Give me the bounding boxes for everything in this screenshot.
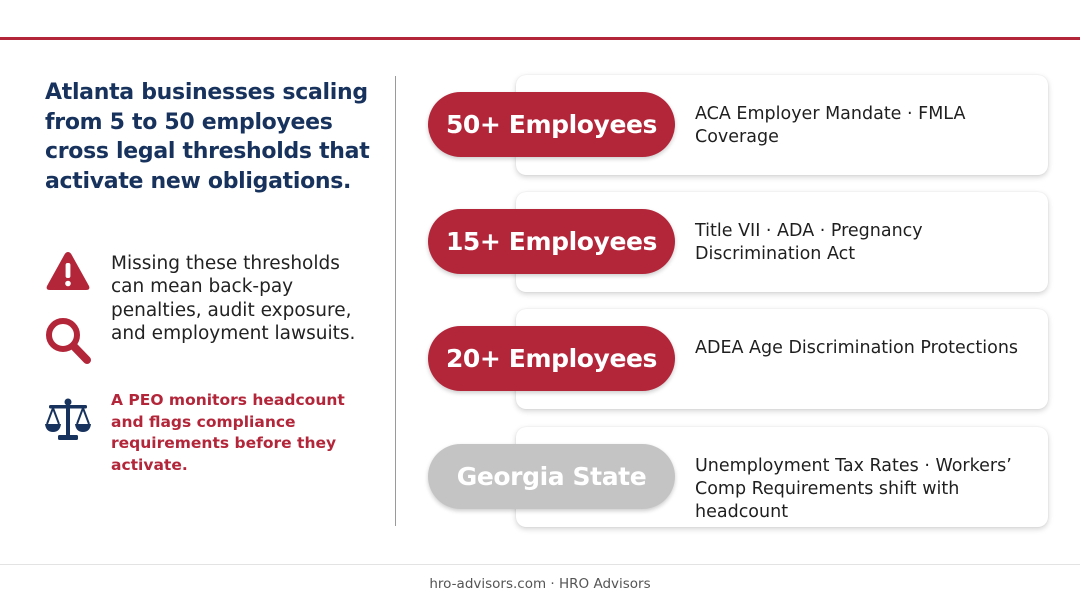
tier-row-20: [428, 309, 1050, 409]
scales-of-justice-icon: [44, 397, 92, 443]
tier-pill-georgia: Georgia State: [428, 444, 675, 509]
footer-text: hro-advisors.com · HRO Advisors: [429, 576, 651, 592]
warning-triangle-icon: [44, 250, 92, 292]
tier-description-20: ADEA Age Discrimination Protections: [695, 338, 1019, 358]
vertical-divider: [395, 76, 396, 526]
tier-description-15: Title VII · ADA · Pregnancy Discrimination Act: [695, 221, 923, 264]
tier-pill-20: 20+ Employees: [428, 326, 675, 391]
footer: [0, 564, 1080, 603]
tier-row-15: [428, 192, 1050, 292]
top-accent-rule: [0, 37, 1080, 40]
tier-description-50: ACA Employer Mandate · FMLA Coverage: [695, 104, 966, 147]
magnifier-icon: [44, 316, 92, 366]
tier-pill-15: 15+ Employees: [428, 209, 675, 274]
tier-pill-50: 50+ Employees: [428, 92, 675, 157]
risk-text: Missing these thresholds can mean back-pay penalties, audit exposure, and employment lawsuits.: [111, 253, 356, 344]
peo-note: A PEO monitors headcount and flags compliance requirements before they activate.: [111, 391, 345, 474]
headline: Atlanta businesses scaling from 5 to 50 employees cross legal thresholds that activate new obligations.: [45, 80, 370, 194]
tier-row-georgia: [428, 427, 1050, 527]
tier-description-georgia: Unemployment Tax Rates · Workers’ Comp Requirements shift with headcount: [695, 456, 1012, 522]
tier-row-50: [428, 75, 1050, 175]
